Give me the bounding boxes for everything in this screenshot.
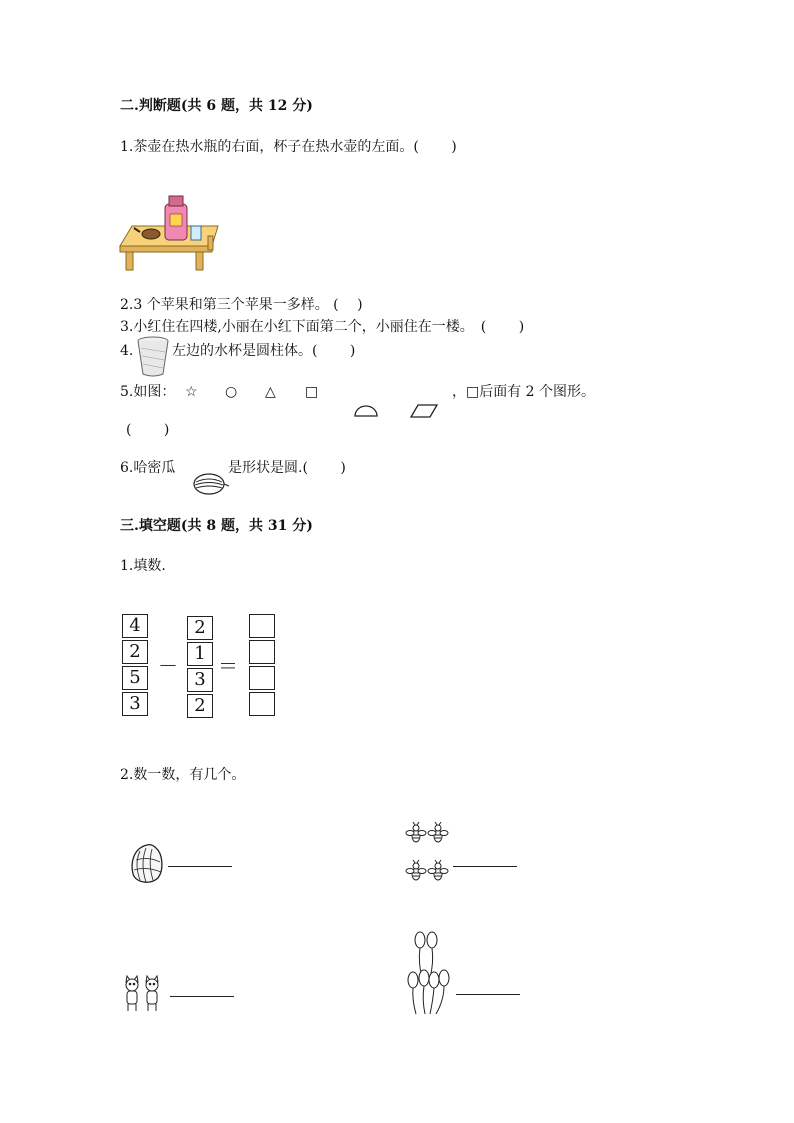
judge-question-2: 2.3 个苹果和第三个苹果一多样。 ( ) bbox=[120, 297, 363, 313]
bee-group-icon bbox=[406, 822, 450, 888]
judge-question-6-prefix: 6.哈密瓜 bbox=[120, 460, 176, 476]
number-box-a1: 4 bbox=[122, 614, 148, 638]
square-shape: □ bbox=[305, 384, 319, 400]
judge-question-4-text: 左边的水杯是圆柱体。( ) bbox=[172, 343, 356, 359]
number-box-b3: 3 bbox=[187, 668, 213, 692]
star-shape: ☆ bbox=[185, 384, 198, 400]
glass-cup-icon bbox=[135, 336, 171, 378]
judge-question-5-prefix: 5.如图： bbox=[120, 384, 176, 400]
balloon-group-icon bbox=[406, 928, 452, 1016]
answer-box-c1[interactable] bbox=[249, 614, 275, 638]
answer-line-bees[interactable] bbox=[453, 866, 517, 867]
circle-shape: ○ bbox=[225, 384, 238, 400]
cabbage-icon bbox=[128, 842, 166, 886]
table-with-teapot-thermos-cup-illustration bbox=[118, 192, 224, 274]
judge-question-3: 3.小红住在四楼,小丽在小红下面第二个，小丽住在一楼。 ( ) bbox=[120, 319, 525, 335]
answer-line-cabbage[interactable] bbox=[168, 866, 232, 867]
answer-box-c3[interactable] bbox=[249, 666, 275, 690]
answer-box-c4[interactable] bbox=[249, 692, 275, 716]
number-box-a2: 2 bbox=[122, 640, 148, 664]
triangle-shape: △ bbox=[265, 384, 276, 400]
answer-line-cats[interactable] bbox=[170, 996, 234, 997]
judge-question-6-suffix: 是形状是圆.( ) bbox=[228, 460, 346, 476]
semicircle-shape-icon bbox=[353, 404, 379, 418]
cantaloupe-icon bbox=[192, 472, 230, 496]
answer-box-c2[interactable] bbox=[249, 640, 275, 664]
judge-question-4-number: 4. bbox=[120, 343, 134, 359]
fill-question-2: 2.数一数，有几个。 bbox=[120, 767, 246, 783]
judge-question-1: 1.茶壶在热水瓶的右面，杯子在热水壶的左面。( ) bbox=[120, 139, 457, 155]
number-box-b4: 2 bbox=[187, 694, 213, 718]
judge-question-5-suffix: ，□后面有 2 个图形。 bbox=[452, 384, 596, 400]
answer-line-balloons[interactable] bbox=[456, 994, 520, 995]
number-box-b1: 2 bbox=[187, 616, 213, 640]
fill-question-1: 1.填数. bbox=[120, 558, 166, 574]
equals-sign: ＝ bbox=[218, 654, 238, 678]
section-2-heading: 二.判断题(共 6 题，共 12 分) bbox=[120, 98, 313, 114]
number-box-b2: 1 bbox=[187, 642, 213, 666]
section-3-heading: 三.填空题(共 8 题，共 31 分) bbox=[120, 518, 313, 534]
minus-sign: － bbox=[158, 654, 178, 678]
number-box-a4: 3 bbox=[122, 692, 148, 716]
cat-group-icon bbox=[122, 974, 164, 1014]
parallelogram-shape-icon bbox=[410, 404, 438, 418]
judge-question-5-answer-parentheses: ( ) bbox=[126, 422, 170, 438]
number-box-a3: 5 bbox=[122, 666, 148, 690]
